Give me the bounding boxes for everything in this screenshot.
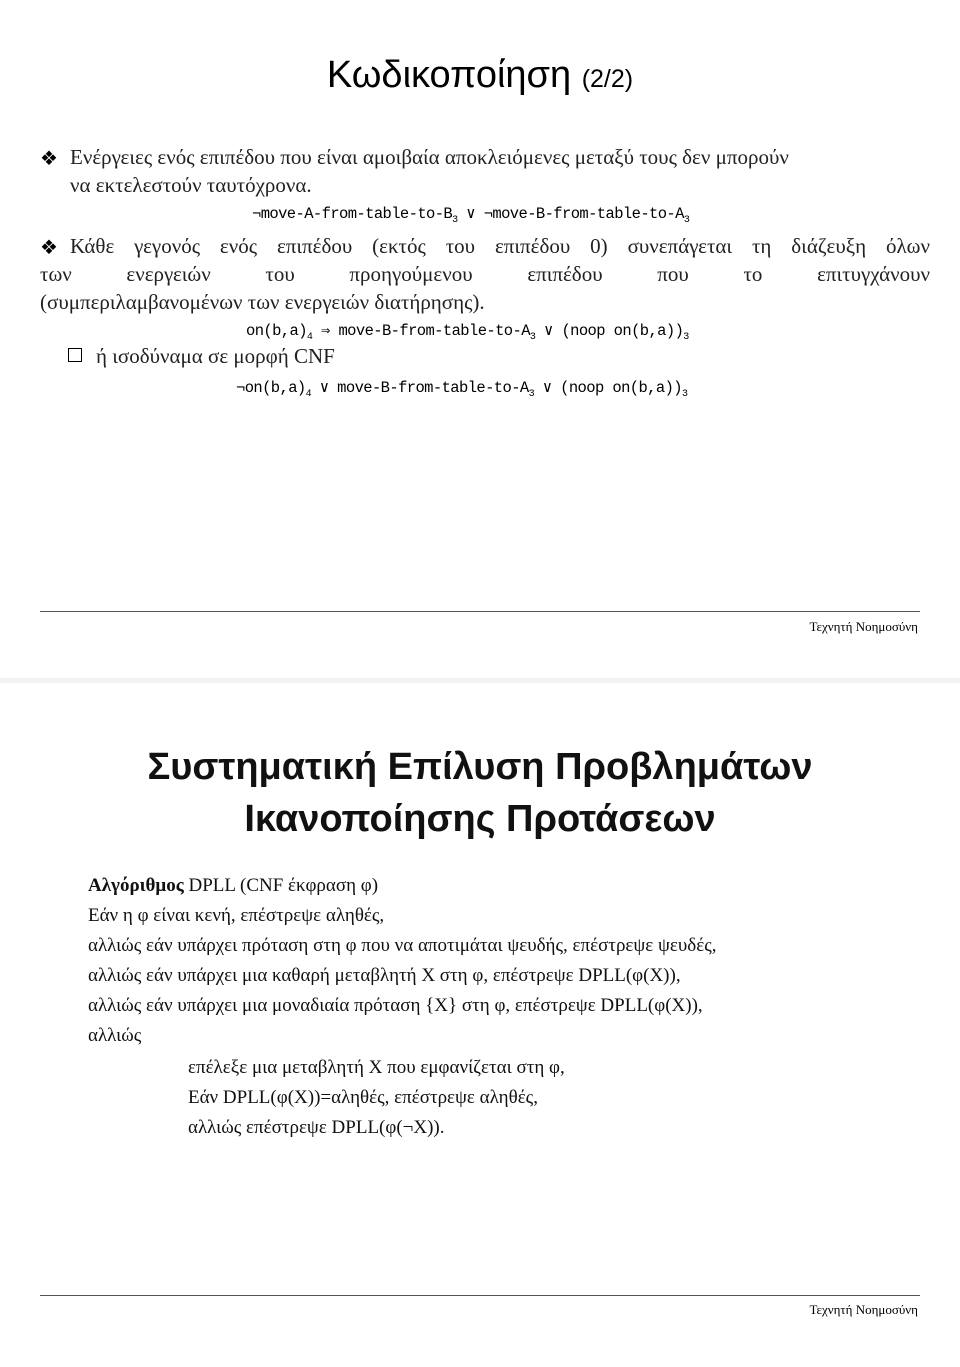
formula-implication: $on(b,a)_4$ ⇒ move-$B-from-table-to-A_3$ ∨ (noop $on(b,a))_3$ xyxy=(246,322,689,344)
formula-cnf: $\neg on(b,a)_4$ ∨ move-$B-from-table-to-A_3$ ∨ (noop $on(b,a))_3$ xyxy=(236,379,688,401)
diamond-bullet-icon: ❖ xyxy=(40,237,58,259)
bullet-1-line-2: να εκτελεστούν ταυτόχρονα. xyxy=(70,173,312,197)
footer-course-name: Τεχνητή Νοημοσύνη xyxy=(809,1302,918,1317)
bullet-fact-disjunction xyxy=(40,232,930,316)
title-text: Κωδικοποίηση xyxy=(326,54,572,96)
algorithm-line-5: αλλιώς xyxy=(88,1025,142,1046)
algorithm-line-4: αλλιώς εάν υπάρχει μια μοναδιαία πρόταση {X} στη φ, επέστρεψε DPLL(φ(X)), xyxy=(88,995,703,1016)
slide-2 xyxy=(0,683,960,1367)
algorithm-line-6: επέλεξε μια μεταβλητή X που εμφανίζεται στη φ, xyxy=(188,1057,565,1078)
slide-2-title xyxy=(0,741,960,845)
algorithm-line-1: Εάν η φ είναι κενή, επέστρεψε αληθές, xyxy=(88,905,385,926)
algorithm-header: Αλγόριθμος DPLL (CNF έκφραση φ) xyxy=(88,875,379,896)
algorithm-line-8: αλλιώς επέστρεψε DPLL(φ(¬X)). xyxy=(188,1117,445,1138)
title-line-1: Συστηματική Επίλυση Προβλημάτων xyxy=(147,746,813,788)
bullet-1-line-1: Ενέργειες ενός επιπέδου που είναι αμοιβαία αποκλειόμενες μεταξύ τους δεν μπορούν xyxy=(70,145,789,169)
algorithm-line-7: Εάν DPLL(φ(X))=αληθές, επέστρεψε αληθές, xyxy=(188,1087,538,1108)
bullet-2-line-2: των ενεργειών του προηγούμενου επιπέδου που το επιτυγχάνουν xyxy=(40,262,930,286)
slide-1 xyxy=(0,0,960,678)
title-page-indicator: (2/2) xyxy=(581,65,634,93)
title-line-2: Ικανοποίησης Προτάσεων xyxy=(244,798,716,840)
footer-course-name: Τεχνητή Νοημοσύνη xyxy=(809,619,918,634)
algorithm-line-2: αλλιώς εάν υπάρχει πρόταση στη φ που να αποτιμάται ψευδής, επέστρεψε ψευδές, xyxy=(88,935,717,956)
footer-divider xyxy=(40,1295,920,1296)
square-bullet-icon xyxy=(68,348,82,362)
formula-mutex: $\neg move-A-from-table-to-B_3$ ∨ $\neg move-B-from-table-to-A_3$ xyxy=(252,205,690,227)
bullet-mutual-exclusion xyxy=(40,143,930,199)
diamond-bullet-icon: ❖ xyxy=(40,148,58,170)
bullet-2-line-1: Κάθε γεγονός ενός επιπέδου (εκτός του επιπέδου 0) συνεπάγεται τη διάζευξη όλων xyxy=(70,234,930,258)
footer-divider xyxy=(40,611,920,612)
sub-bullet-cnf: ή ισοδύναμα σε μορφή CNF xyxy=(68,344,335,369)
bullet-2-line-3: (συμπεριλαμβανομένων των ενεργειών διατήρησης). xyxy=(40,290,485,314)
slide-1-title xyxy=(0,54,960,97)
algorithm-line-3: αλλιώς εάν υπάρχει μια καθαρή μεταβλητή X στη φ, επέστρεψε DPLL(φ(X)), xyxy=(88,965,681,986)
